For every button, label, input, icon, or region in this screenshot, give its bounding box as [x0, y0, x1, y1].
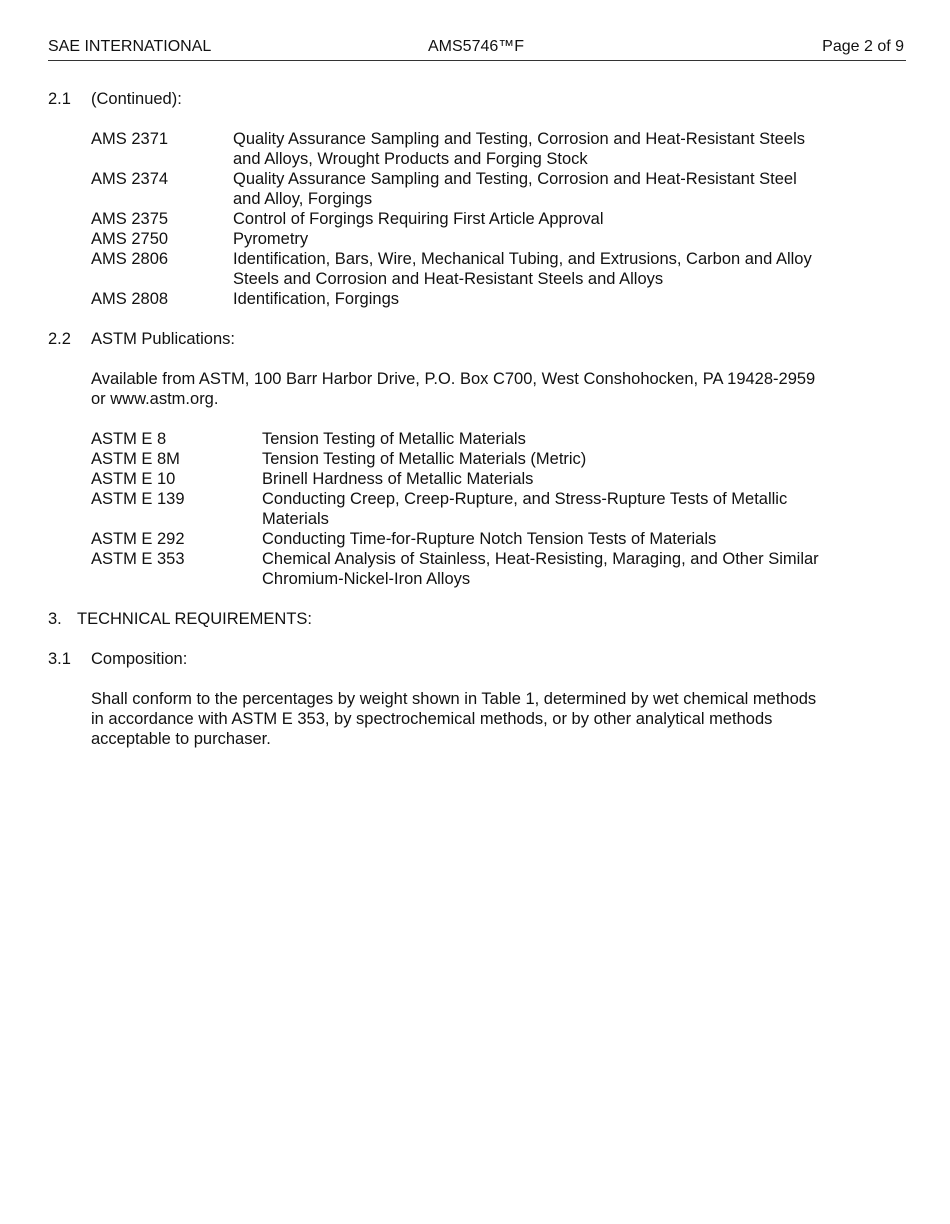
reference-row: [91, 469, 908, 489]
reference-row: [91, 249, 908, 289]
reference-row: [91, 529, 908, 549]
section-title: Composition:: [91, 650, 188, 668]
reference-title: Tension Testing of Metallic Materials (Metric): [262, 450, 587, 468]
header-document-id: AMS5746™F: [428, 38, 525, 55]
ams-reference-list: [91, 129, 908, 309]
reference-code: ASTM E 8M: [91, 450, 180, 468]
reference-code: ASTM E 353: [91, 550, 185, 568]
astm-reference-list: [91, 429, 908, 589]
reference-row: [91, 449, 908, 469]
section-2-1-heading: [48, 89, 908, 109]
reference-title: Brinell Hardness of Metallic Materials: [262, 470, 534, 488]
header-page-number: Page 2 of 9: [822, 38, 904, 55]
section-title: ASTM Publications:: [91, 330, 235, 348]
reference-row: [91, 209, 908, 229]
reference-title: Chemical Analysis of Stainless, Heat-Resisting, Maraging, and Other Similar Chromium-Nickel-Iron Alloys: [262, 550, 819, 588]
reference-row: [91, 169, 908, 209]
section-number: 3.1: [48, 650, 71, 668]
page-header: [48, 38, 906, 61]
section-number: 2.1: [48, 90, 71, 108]
header-organization: SAE INTERNATIONAL: [48, 38, 212, 55]
reference-row: [91, 429, 908, 449]
reference-row: [91, 549, 908, 589]
section-number: 3.: [48, 610, 62, 628]
reference-title: Tension Testing of Metallic Materials: [262, 430, 526, 448]
section-2-2-heading: [48, 329, 908, 349]
reference-code: AMS 2808: [91, 290, 169, 308]
reference-title: Identification, Forgings: [233, 290, 400, 308]
reference-code: ASTM E 139: [91, 490, 185, 508]
composition-paragraph: Shall conform to the percentages by weight shown in Table 1, determined by wet chemical methods in accordance with ASTM E 353, by spectrochemical methods, or by other analytical methods acceptable to purchaser.: [91, 690, 817, 748]
astm-availability-paragraph: Available from ASTM, 100 Barr Harbor Drive, P.O. Box C700, West Conshohocken, PA 19428-2959 or www.astm.org.: [91, 370, 816, 408]
section-3-heading: [48, 609, 908, 629]
reference-code: ASTM E 8: [91, 430, 167, 448]
reference-title: Quality Assurance Sampling and Testing, Corrosion and Heat-Resistant Steels and Alloys, Wrought Products and Forging Stock: [233, 130, 805, 168]
reference-title: Control of Forgings Requiring First Article Approval: [233, 210, 604, 228]
reference-code: AMS 2374: [91, 170, 169, 188]
reference-title: Conducting Creep, Creep-Rupture, and Stress-Rupture Tests of Metallic Materials: [262, 490, 788, 528]
reference-row: [91, 289, 908, 309]
reference-title: Quality Assurance Sampling and Testing, Corrosion and Heat-Resistant Steel and Alloy, Forgings: [233, 170, 797, 208]
section-title: (Continued):: [91, 90, 182, 108]
reference-title: Pyrometry: [233, 230, 309, 248]
reference-row: [91, 489, 908, 529]
reference-row: [91, 129, 908, 169]
reference-code: AMS 2375: [91, 210, 169, 228]
reference-row: [91, 229, 908, 249]
reference-title: Identification, Bars, Wire, Mechanical Tubing, and Extrusions, Carbon and Alloy Steels and Corrosion and Heat-Resistant Steels and Alloys: [233, 250, 812, 288]
reference-code: AMS 2750: [91, 230, 169, 248]
section-title: TECHNICAL REQUIREMENTS:: [77, 610, 312, 628]
reference-code: AMS 2371: [91, 130, 169, 148]
reference-title: Conducting Time-for-Rupture Notch Tension Tests of Materials: [262, 530, 717, 548]
section-3-1-heading: [48, 649, 908, 669]
section-number: 2.2: [48, 330, 71, 348]
reference-code: AMS 2806: [91, 250, 169, 268]
reference-code: ASTM E 10: [91, 470, 176, 488]
document-body: [48, 89, 908, 749]
reference-code: ASTM E 292: [91, 530, 185, 548]
